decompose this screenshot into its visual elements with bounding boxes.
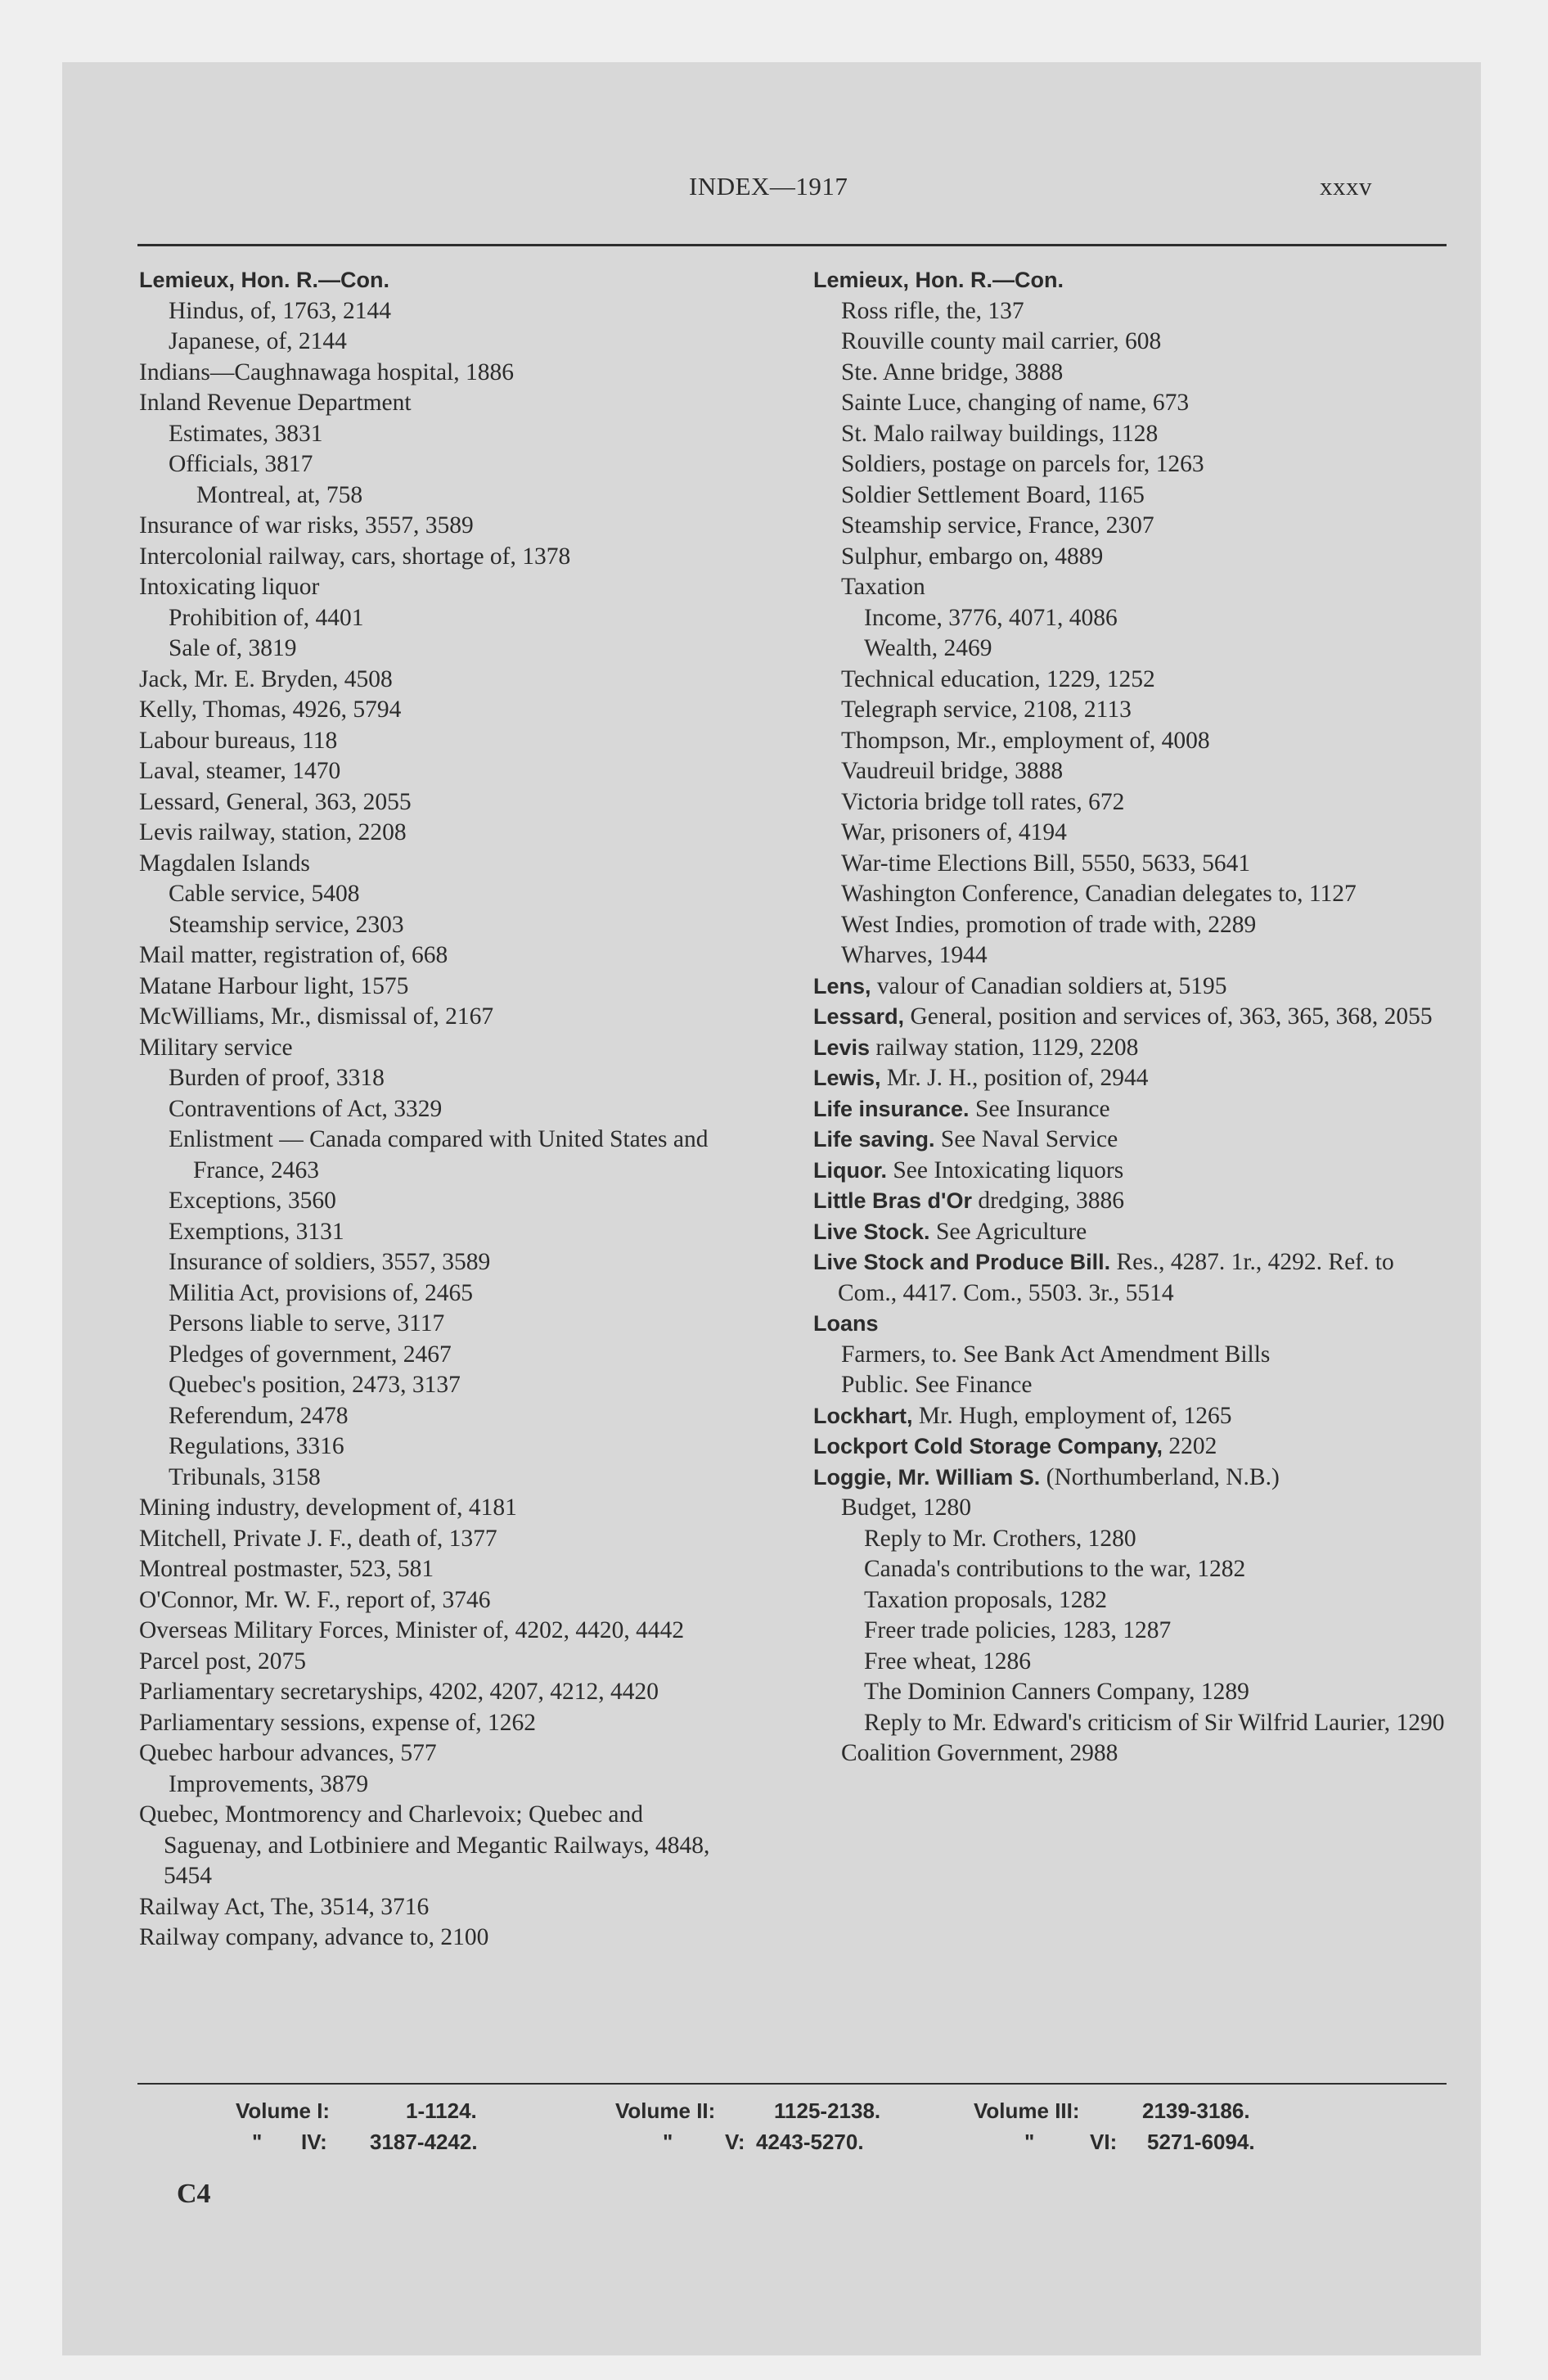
- index-entry: Japanese, of, 2144: [169, 328, 347, 354]
- entry-headword: Lockhart,: [813, 1403, 913, 1428]
- index-entry: Parliamentary secretaryships, 4202, 4207, 4212, 4420: [139, 1679, 659, 1705]
- entry-text: dredging, 3886: [971, 1188, 1124, 1214]
- index-entry: Wharves, 1944: [841, 942, 988, 968]
- index-entry: Parliamentary sessions, expense of, 1262: [139, 1709, 537, 1736]
- entry-text: railway station, 1129, 2208: [870, 1034, 1139, 1061]
- ditto-mark: ": [1024, 2130, 1035, 2154]
- index-entry: [787, 1217, 1450, 1248]
- entry-headword: Life saving.: [813, 1127, 935, 1152]
- entry-text: Mr. Hugh, employment of, 1265: [912, 1402, 1232, 1429]
- index-entry: Taxation: [841, 574, 925, 600]
- volume-label: V:: [725, 2130, 745, 2154]
- entry-headword: Loggie, Mr. William S.: [813, 1464, 1041, 1490]
- index-entry: Jack, Mr. E. Bryden, 4508: [139, 665, 393, 692]
- index-entry: Estimates, 3831: [169, 420, 323, 447]
- index-entry: Public. See Finance: [841, 1372, 1033, 1398]
- index-entry: Insurance of war risks, 3557, 3589: [139, 512, 474, 539]
- index-entry: [787, 1186, 1450, 1217]
- index-entry: [787, 1063, 1450, 1094]
- entry-headword: Life insurance.: [813, 1096, 970, 1121]
- volume-ranges: [62, 2095, 1481, 2157]
- entry-headword: Live Stock.: [813, 1219, 930, 1244]
- index-entry: War, prisoners of, 4194: [841, 819, 1067, 845]
- index-entry: Improvements, 3879: [169, 1770, 369, 1797]
- volume-label: Volume II:: [615, 2098, 716, 2123]
- index-entry: Inland Revenue Department: [139, 390, 412, 416]
- index-entry: Cable service, 5408: [169, 881, 360, 907]
- index-entry: Regulations, 3316: [169, 1433, 344, 1459]
- volume-label: IV:: [301, 2130, 327, 2154]
- index-entry: Insurance of soldiers, 3557, 3589: [169, 1249, 491, 1275]
- index-entry: Railway company, advance to, 2100: [139, 1924, 489, 1950]
- index-entry: Quebec, Montmorency and Charlevoix; Quebec and Saguenay, and Lotbiniere and Megantic Railways, 4848, 5454: [139, 1801, 710, 1889]
- signature-mark: C4: [177, 2179, 211, 2209]
- volume-range: 3187-4242.: [370, 2130, 478, 2154]
- index-entry: Matane Harbour light, 1575: [139, 972, 409, 999]
- entry-headword: Liquor.: [813, 1157, 887, 1183]
- entry-text: See Naval Service: [934, 1126, 1118, 1152]
- index-entry: Military service: [139, 1034, 293, 1061]
- entry-headword: Little Bras d'Or: [813, 1188, 972, 1213]
- index-entry: Sulphur, embargo on, 4889: [841, 543, 1104, 570]
- entry-headword: Lessard,: [813, 1004, 905, 1029]
- index-entry: Referendum, 2478: [169, 1402, 349, 1429]
- volume-row-2: [62, 2126, 1481, 2157]
- index-entry: Taxation proposals, 1282: [864, 1586, 1107, 1613]
- volume-row-1: [62, 2095, 1481, 2126]
- index-entry: Lessard, General, 363, 2055: [139, 788, 412, 815]
- index-entry: Sale of, 3819: [169, 635, 297, 661]
- index-entry: Lemieux, Hon. R.—Con.: [139, 268, 390, 292]
- index-entry: Quebec's position, 2473, 3137: [169, 1372, 461, 1398]
- index-entry: War-time Elections Bill, 5550, 5633, 5641: [841, 850, 1251, 877]
- volume-range: 1-1124.: [406, 2098, 477, 2123]
- index-column-left: [139, 265, 745, 1954]
- entry-text: Mr. J. H., position of, 2944: [880, 1065, 1149, 1091]
- index-entry: [787, 1094, 1450, 1125]
- index-entry: Free wheat, 1286: [864, 1648, 1031, 1675]
- index-entry: [787, 1247, 1450, 1309]
- volume-range: 5271-6094.: [1147, 2130, 1255, 2154]
- index-column-right: [787, 265, 1450, 1769]
- index-entry: The Dominion Canners Company, 1289: [864, 1679, 1249, 1705]
- index-entry: Steamship service, France, 2307: [841, 512, 1154, 539]
- index-entry: O'Connor, Mr. W. F., report of, 3746: [139, 1586, 491, 1613]
- index-entry: Railway Act, The, 3514, 3716: [139, 1893, 430, 1920]
- index-entry: Levis railway, station, 2208: [139, 819, 407, 845]
- index-entry: [787, 1033, 1450, 1064]
- index-entry: Magdalen Islands: [139, 850, 310, 877]
- index-entry: Burden of proof, 3318: [169, 1065, 385, 1091]
- index-entry: McWilliams, Mr., dismissal of, 2167: [139, 1003, 494, 1030]
- index-entry: Persons liable to serve, 3117: [169, 1310, 445, 1336]
- index-entry: Mining industry, development of, 4181: [139, 1494, 517, 1521]
- index-entry: Exemptions, 3131: [169, 1218, 344, 1245]
- index-entry: Tribunals, 3158: [169, 1463, 321, 1490]
- index-entry: Quebec harbour advances, 577: [139, 1740, 437, 1766]
- entry-headword: Lockport Cold Storage Company,: [813, 1434, 1163, 1458]
- index-entry: West Indies, promotion of trade with, 2289: [841, 911, 1257, 938]
- index-entry: Intercolonial railway, cars, shortage of, 1378: [139, 543, 571, 570]
- index-entry: [787, 1156, 1450, 1187]
- page-header: [62, 172, 1481, 205]
- index-entry: Contraventions of Act, 3329: [169, 1095, 443, 1122]
- entry-text: General, position and services of, 363, 365, 368, 2055: [904, 1003, 1433, 1030]
- ditto-mark: ": [663, 2130, 673, 2154]
- index-entry: Exceptions, 3560: [169, 1188, 336, 1214]
- index-entry: [787, 1309, 1450, 1340]
- index-entry: Enlistment — Canada compared with United States and France, 2463: [169, 1126, 709, 1183]
- entry-headword: Live Stock and Produce Bill.: [813, 1250, 1111, 1274]
- index-entry: [787, 1463, 1450, 1494]
- index-entry: Labour bureaus, 118: [139, 727, 338, 754]
- index-entry: Laval, steamer, 1470: [139, 758, 341, 784]
- entry-headword: Lens,: [813, 973, 871, 998]
- index-entry: Telegraph service, 2108, 2113: [841, 696, 1132, 723]
- entry-text: 2202: [1163, 1433, 1217, 1459]
- index-entry: [787, 1125, 1450, 1156]
- entry-headword: Loans: [813, 1311, 879, 1336]
- index-entry: Vaudreuil bridge, 3888: [841, 758, 1064, 784]
- index-entry: Intoxicating liquor: [139, 574, 320, 600]
- entry-headword: Levis: [813, 1034, 871, 1060]
- entry-text: See Agriculture: [929, 1218, 1087, 1245]
- index-entry: [787, 1431, 1450, 1463]
- index-entry: Hindus, of, 1763, 2144: [169, 297, 392, 324]
- index-entry: Overseas Military Forces, Minister of, 4202, 4420, 4442: [139, 1617, 685, 1643]
- volume-label: Volume III:: [974, 2098, 1080, 2123]
- index-entry: Mitchell, Private J. F., death of, 1377: [139, 1525, 497, 1552]
- index-entry: Wealth, 2469: [864, 635, 992, 661]
- index-entry: Mail matter, registration of, 668: [139, 942, 448, 968]
- index-entry: Canada's contributions to the war, 1282: [864, 1556, 1246, 1582]
- index-entry: Indians—Caughnawaga hospital, 1886: [139, 358, 514, 385]
- page-title: INDEX—1917: [689, 172, 848, 201]
- index-entry: Income, 3776, 4071, 4086: [864, 604, 1118, 631]
- index-entry: Ste. Anne bridge, 3888: [841, 358, 1064, 385]
- index-entry: Thompson, Mr., employment of, 4008: [841, 727, 1210, 754]
- index-entry: Parcel post, 2075: [139, 1648, 307, 1675]
- index-entry: [787, 971, 1450, 1003]
- index-entry: Farmers, to. See Bank Act Amendment Bills: [841, 1341, 1271, 1368]
- entry-headword: Lewis,: [813, 1066, 881, 1090]
- index-entry: Reply to Mr. Edward's criticism of Sir Wilfrid Laurier, 1290: [864, 1709, 1445, 1736]
- index-entry: Rouville county mail carrier, 608: [841, 328, 1162, 354]
- volume-label: VI:: [1090, 2130, 1118, 2154]
- volume-range: 4243-5270.: [756, 2130, 864, 2154]
- index-entry: Montreal, at, 758: [196, 481, 363, 508]
- index-entry: [787, 1401, 1450, 1432]
- index-page: [62, 62, 1481, 2355]
- index-entry: Soldier Settlement Board, 1165: [841, 481, 1145, 508]
- index-entry: Montreal postmaster, 523, 581: [139, 1556, 434, 1582]
- volume-range: 1125-2138.: [774, 2098, 881, 2123]
- index-entry: Washington Conference, Canadian delegates to, 1127: [841, 881, 1357, 907]
- index-entry: Soldiers, postage on parcels for, 1263: [841, 451, 1204, 477]
- entry-text: valour of Canadian soldiers at, 5195: [871, 972, 1227, 999]
- index-entry: Steamship service, 2303: [169, 911, 404, 938]
- index-entry: Lemieux, Hon. R.—Con.: [813, 268, 1064, 292]
- index-entry: Sainte Luce, changing of name, 673: [841, 390, 1190, 416]
- index-entry: Militia Act, provisions of, 2465: [169, 1279, 474, 1306]
- index-entry: Ross rifle, the, 137: [841, 297, 1024, 324]
- page-number: xxxv: [1320, 172, 1372, 201]
- index-entry: Kelly, Thomas, 4926, 5794: [139, 696, 402, 723]
- entry-text: See Intoxicating liquors: [887, 1156, 1124, 1183]
- volume-label: Volume I:: [236, 2098, 331, 2123]
- index-entry: Victoria bridge toll rates, 672: [841, 788, 1125, 815]
- footer-rule: [137, 2083, 1447, 2085]
- index-entry: Reply to Mr. Crothers, 1280: [864, 1525, 1136, 1552]
- entry-text: See Insurance: [969, 1095, 1110, 1122]
- header-rule: [137, 244, 1447, 246]
- index-entry: Officials, 3817: [169, 451, 313, 477]
- index-entry: Freer trade policies, 1283, 1287: [864, 1617, 1172, 1643]
- index-entry: Budget, 1280: [841, 1494, 971, 1521]
- index-entry: Technical education, 1229, 1252: [841, 665, 1155, 692]
- index-entry: Coalition Government, 2988: [841, 1740, 1118, 1766]
- index-entry: Prohibition of, 4401: [169, 604, 364, 631]
- entry-text: (Northumberland, N.B.): [1040, 1463, 1280, 1490]
- volume-range: 2139-3186.: [1142, 2098, 1250, 2123]
- index-entry: Pledges of government, 2467: [169, 1341, 452, 1368]
- ditto-mark: ": [252, 2130, 263, 2154]
- index-entry: St. Malo railway buildings, 1128: [841, 420, 1159, 447]
- entry-text: Res., 4287. 1r., 4292. Ref. to Com., 4417. Com., 5503. 3r., 5514: [838, 1249, 1394, 1306]
- index-entry: [787, 1002, 1450, 1033]
